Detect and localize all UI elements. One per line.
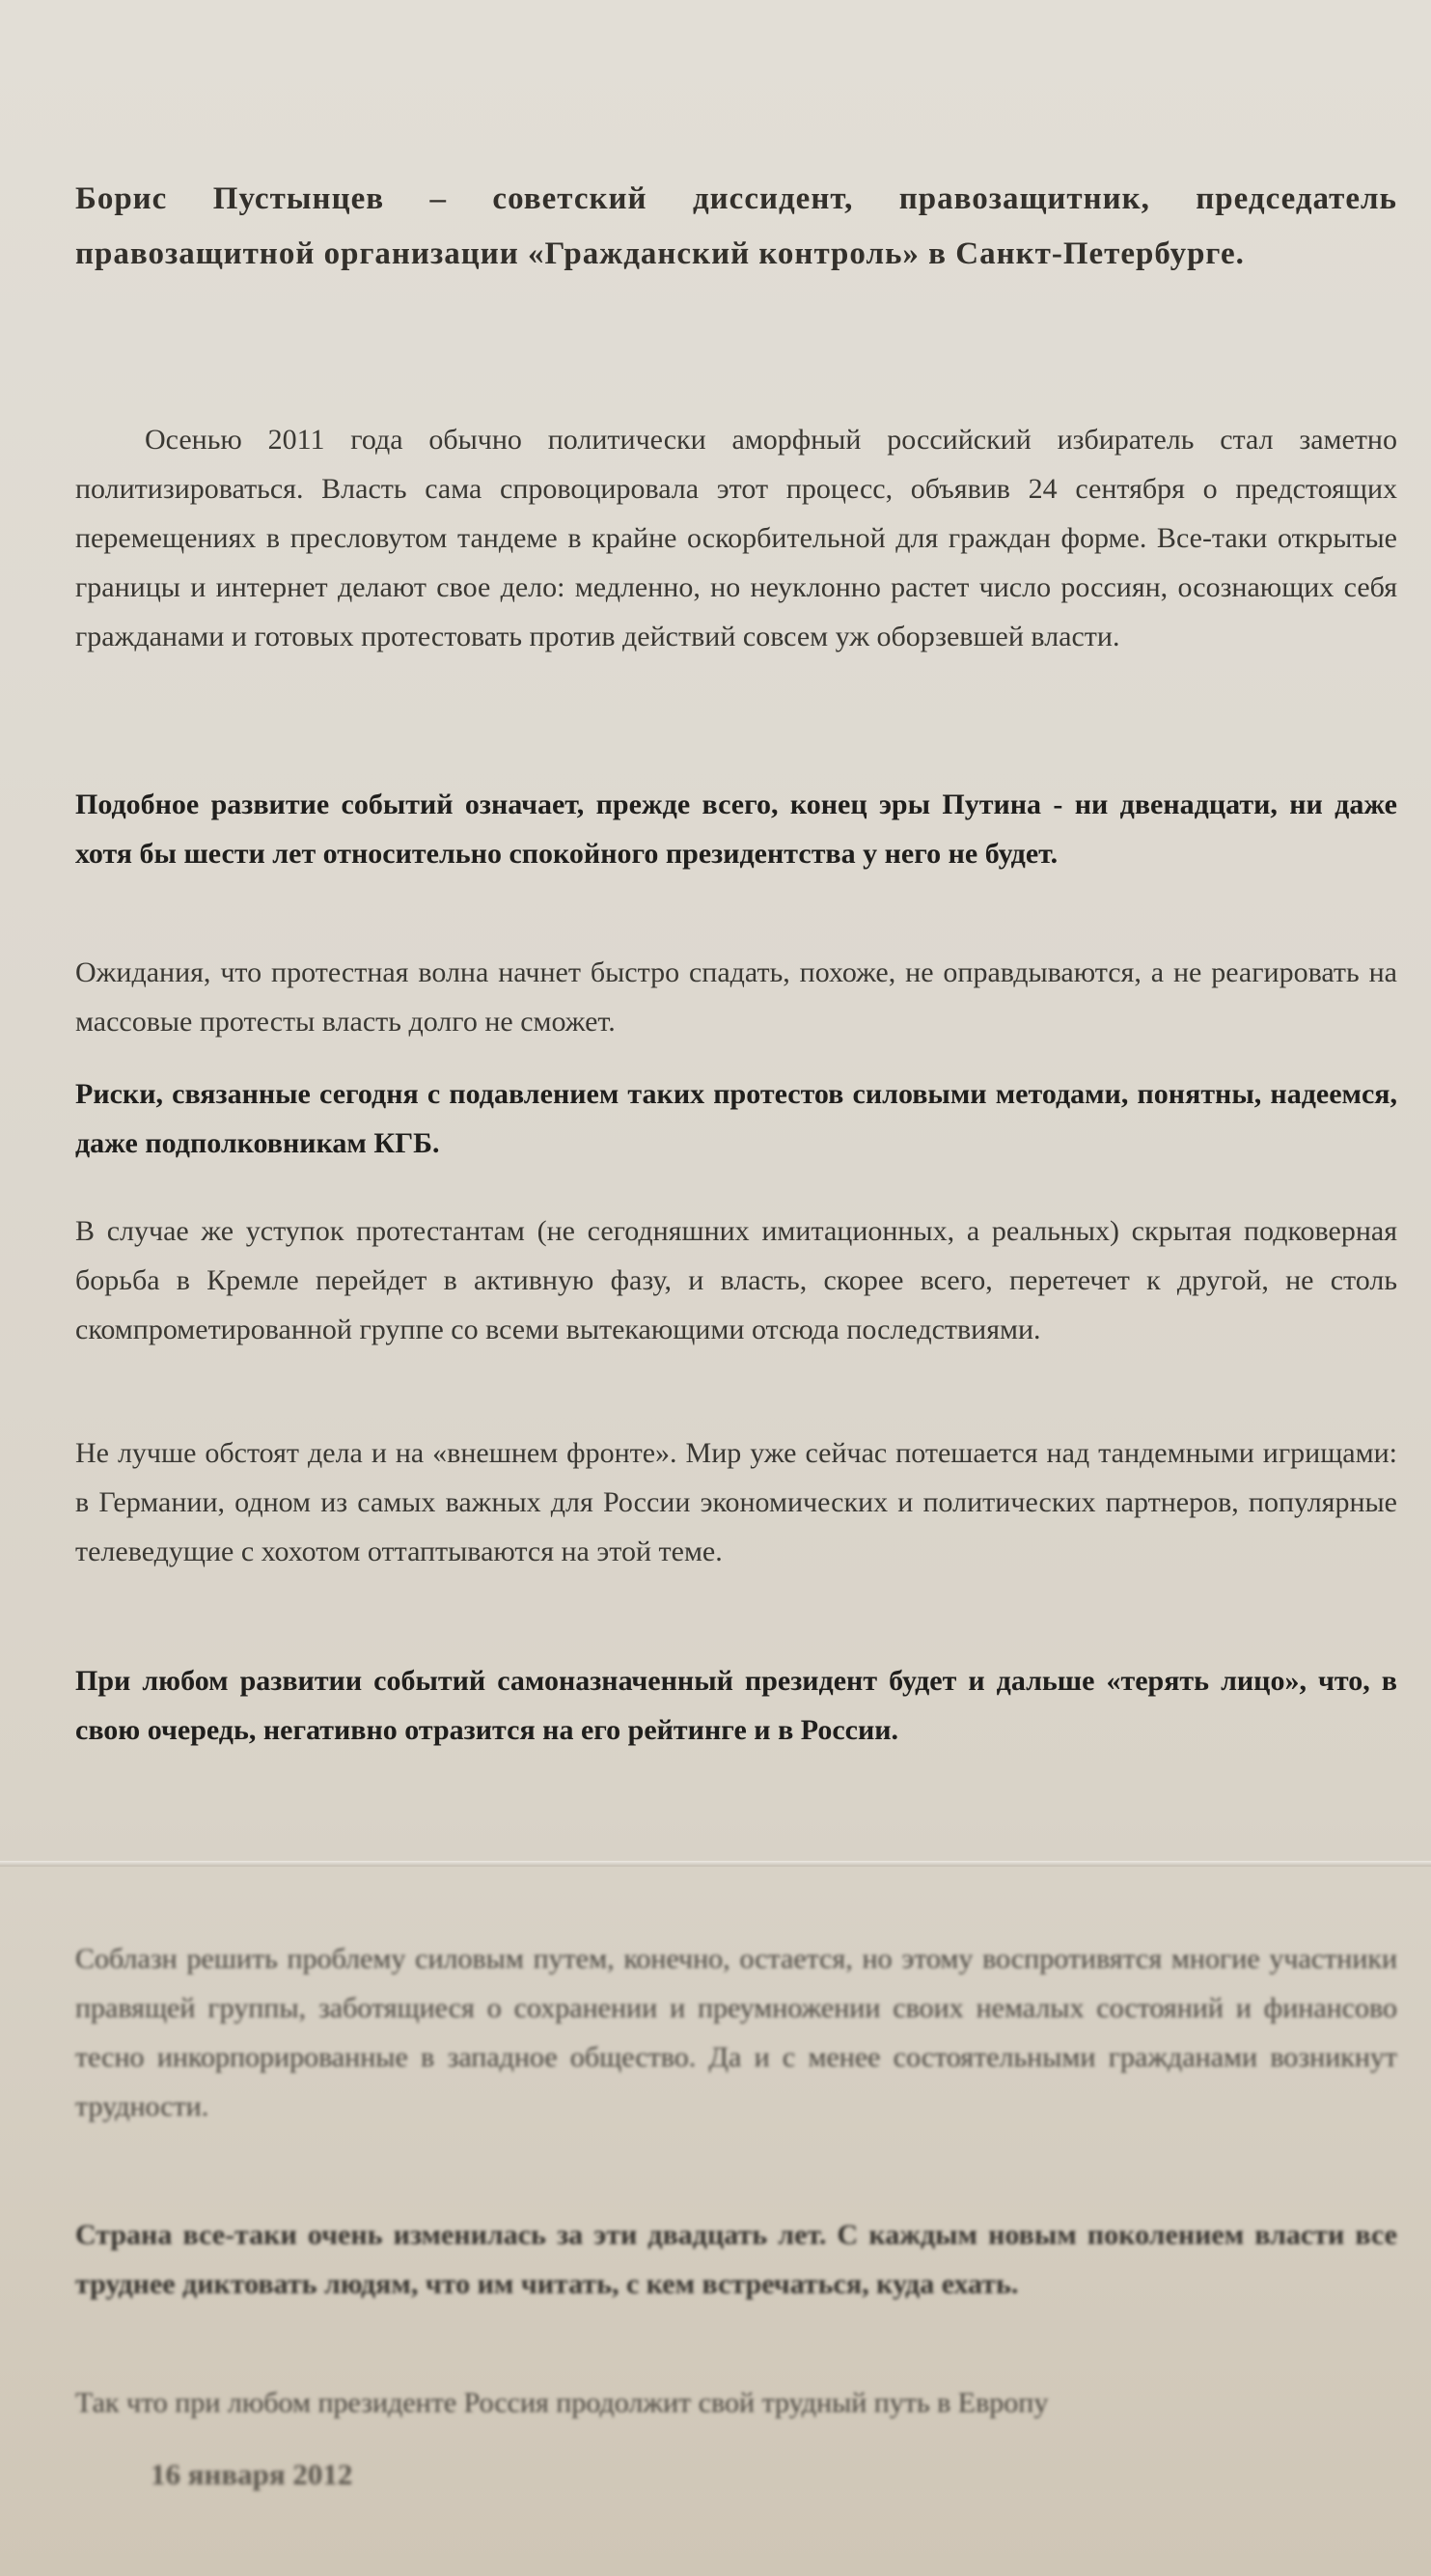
document-date: 16 января 2012 bbox=[151, 2457, 353, 2491]
paragraph-1: Осенью 2011 года обычно политически аморфный российский избиратель стал заметно политизироваться. Власть сама спровоцировала этот процесс, объявив 24 сентября о предстоящих перемещениях в пресловутом тандеме в крайне оскорбительной для граждан форме. Все-таки открытые границы и интернет делают свое дело: медленно, но неуклонно растет число россиян, осознающих себя гражданами и готовых протестовать против действий совсем уж оборзевшей власти. bbox=[75, 424, 1397, 652]
paragraph-7: При любом развитии событий самоназначенный президент будет и дальше «терять лицо», что, в свою очередь, негативно отразится на его рейтинге и в России. bbox=[75, 1665, 1397, 1746]
paragraph-6: Не лучше обстоят дела и на «внешнем фронте». Мир уже сейчас потешается над тандемными игрищами: в Германии, одном из самых важных для России экономических и политических партнеров, популярные телеведущие с хохотом оттаптываются на этой теме. bbox=[75, 1437, 1397, 1567]
paragraph-9: Страна все-таки очень изменилась за эти двадцать лет. С каждым новым поколением власти все труднее диктовать людям, что им читать, с кем встречаться, куда ехать. bbox=[75, 2219, 1397, 2300]
paragraph-5: В случае же уступок протестантам (не сегодняшних имитационных, а реальных) скрытая подковерная борьба в Кремле перейдет в активную фазу, и власть, скорее всего, перетечет к другой, не столь скомпрометированной группе со всеми вытекающими отсюда последствиями. bbox=[75, 1215, 1397, 1345]
paragraph-10: Так что при любом президенте Россия продолжит свой трудный путь в Европу bbox=[75, 2387, 1049, 2419]
paper-fold bbox=[0, 1861, 1431, 1867]
paragraph-4: Риски, связанные сегодня с подавлением таких протестов силовыми методами, понятны, надеемся, даже подполковникам КГБ. bbox=[75, 1078, 1397, 1159]
paragraph-3: Ожидания, что протестная волна начнет быстро спадать, похоже, не оправдываются, а не реагировать на массовые протесты власть долго не сможет. bbox=[75, 956, 1397, 1038]
paragraph-2: Подобное развитие событий означает, прежде всего, конец эры Путина - ни двенадцати, ни даже хотя бы шести лет относительно спокойного президентства у него не будет. bbox=[75, 789, 1397, 870]
author-heading: Борис Пустынцев – советский диссидент, правозащитник, председатель правозащитной организации «Гражданский контроль» в Санкт-Петербурге. bbox=[75, 181, 1397, 271]
paragraph-8: Соблазн решить проблему силовым путем, конечно, остается, но этому воспротивятся многие участники правящей группы, заботящиеся о сохранении и преумножении своих немалых состояний и финансово тесно инкорпорированные в западное общество. Да и с менее состоятельными гражданами возникнут трудности. bbox=[75, 1943, 1397, 2122]
